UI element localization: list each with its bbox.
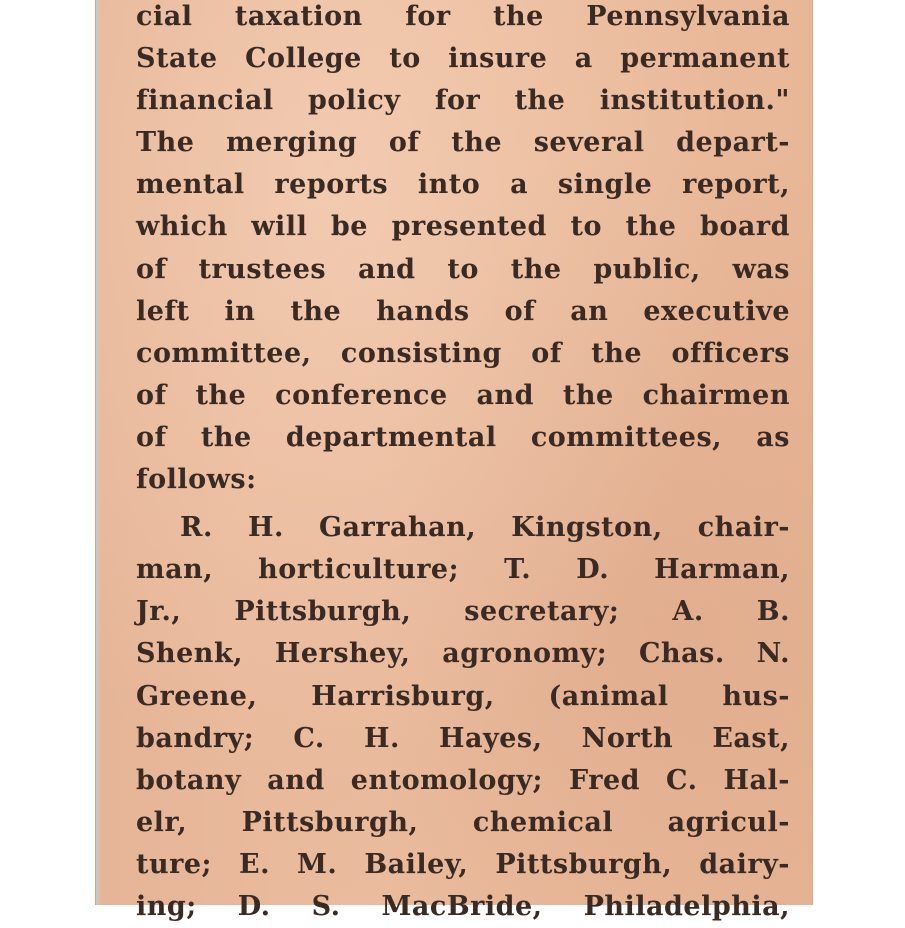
text-line: left in the hands of an executive	[136, 295, 790, 327]
article-text	[136, 0, 790, 928]
text-line: of the conference and the chairmen	[136, 379, 790, 411]
text-line: botany and entomology; Fred C. Hal-	[136, 764, 790, 796]
text-line: of trustees and to the public, was	[136, 253, 790, 285]
text-line: State College to insure a permanent	[136, 43, 790, 75]
text-line: man, horticulture; T. D. Harman,	[136, 554, 790, 586]
text-line: committee, consisting of the officers	[136, 337, 790, 369]
text-line: Jr., Pittsburgh, secretary; A. B.	[136, 596, 790, 628]
text-line: Greene, Harrisburg, (animal hus-	[136, 680, 790, 712]
text-line: Shenk, Hershey, agronomy; Chas. N.	[136, 638, 790, 670]
text-line: follows:	[136, 464, 257, 496]
text-line: bandry; C. H. Hayes, North East,	[136, 722, 790, 754]
text-line: ture; E. M. Bailey, Pittsburgh, dairy-	[136, 848, 790, 880]
text-line: elr, Pittsburgh, chemical agricul-	[136, 806, 790, 838]
text-line: cial taxation for the Pennsylvania	[136, 1, 790, 32]
newspaper-clipping	[96, 0, 812, 922]
text-line: R. H. Garrahan, Kingston, chair-	[180, 512, 790, 544]
text-line: which will be presented to the board	[136, 211, 790, 243]
text-line: mental reports into a single report,	[136, 169, 790, 201]
text-line: financial policy for the institution."	[136, 85, 790, 117]
text-line: The merging of the several depart-	[136, 127, 790, 159]
text-line: ing; D. S. MacBride, Philadelphia,	[136, 890, 790, 922]
text-line: of the departmental committees, as	[136, 421, 790, 453]
